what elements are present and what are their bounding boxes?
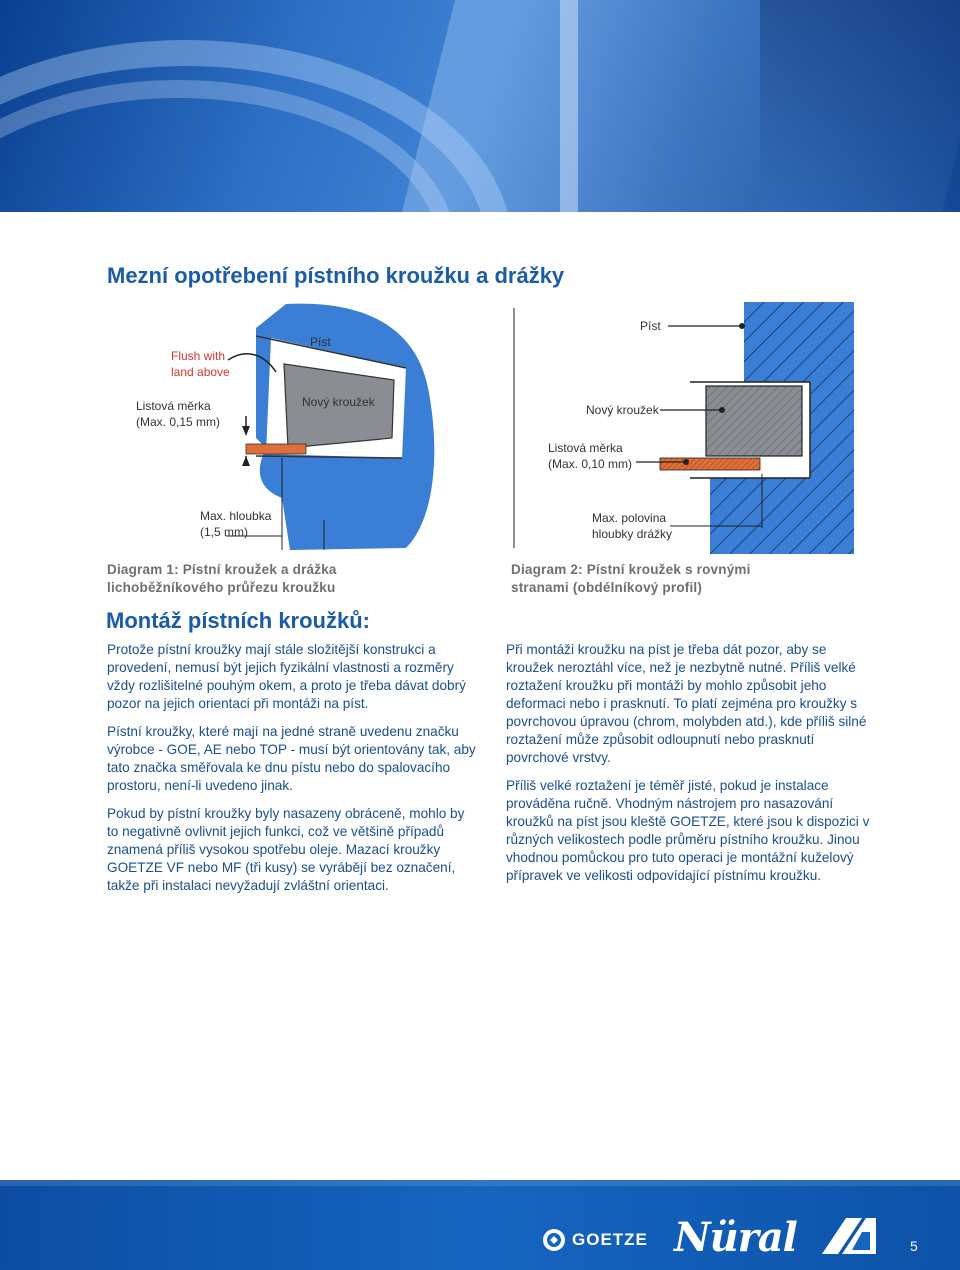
header-image bbox=[0, 0, 960, 212]
footer-stripe bbox=[0, 1180, 960, 1186]
label-half-1: Max. polovina bbox=[592, 511, 667, 525]
label-gauge-1: Listová měrka bbox=[548, 441, 623, 455]
label-half-2: hloubky drážky bbox=[592, 527, 673, 541]
diagram-1-drawing bbox=[106, 298, 456, 554]
label-land: land above bbox=[171, 365, 230, 379]
page-number: 5 bbox=[910, 1238, 918, 1254]
diagram-2 bbox=[510, 298, 860, 559]
diagram-1-caption bbox=[107, 561, 337, 597]
label-flush: Flush with bbox=[171, 349, 226, 363]
paragraph: Při montáži kroužku na píst je třeba dát pozor, aby se kroužek neroztáhl více, než je nezbytně nutné. Příliš velké roztažení kroužku při montáži by mohlo způsobit jeho deformaci nebo i prasknutí. To platí zejména pro kroužky s povrchovou úpravou (chrom, molybden atd.), kde příliš silné roztažení může způsobit odloupnutí nebo prasknutí povrchové vrstvy. bbox=[506, 642, 867, 765]
goetze-logo bbox=[542, 1228, 648, 1252]
label-depth-2: (1,5 mm) bbox=[200, 525, 248, 539]
left-column bbox=[107, 641, 477, 905]
light-streak bbox=[560, 0, 578, 212]
paragraph: Pokud by pístní kroužky byly nasazeny obráceně, mohlo by to negativně ovlivnit jejich funkci, což ve většině případů znamená příliš vysokou spotřebu oleje. Mazací kroužky GOETZE VF nebo MF (tři kusy) se vyrábějí bez označení, takže při instalaci nevyžadují zvláštní orientaci. bbox=[107, 806, 465, 893]
page-title: Mezní opotřebení pístního kroužku a drážky bbox=[107, 263, 565, 288]
caption-line: Diagram 1: Pístní kroužek a drážka bbox=[107, 562, 337, 577]
label-ring: Nový kroužek bbox=[586, 403, 659, 417]
paragraph: Pístní kroužky, které mají na jedné straně uvedenu značku výrobce - GOE, AE nebo TOP - musí být orientovány tak, aby tato značka směřovala ke dnu pístu nebo do spalovacího prostoru, není-li uvedeno jinak. bbox=[107, 724, 476, 793]
diagram-2-caption bbox=[511, 561, 751, 597]
goetze-emblem-icon bbox=[542, 1228, 566, 1252]
paragraph: Protože pístní kroužky mají stále složitější konstrukci a provedení, nemusí být jejich fyzikální vlastnosti a rozměry vždy rozlišitelné pouhým okem, a proto je třeba dávat dobrý pozor na jejich orientaci při montáži na píst. bbox=[107, 642, 466, 711]
feeler-gauge bbox=[246, 444, 306, 454]
label-ring: Nový kroužek bbox=[302, 395, 375, 409]
caption-line: Diagram 2: Pístní kroužek s rovnými bbox=[511, 562, 751, 577]
caption-line: stranami (obdélníkový profil) bbox=[511, 580, 703, 595]
goetze-wordmark: GOETZE bbox=[572, 1230, 648, 1249]
ring-section bbox=[706, 386, 802, 456]
label-gauge-1: Listová měrka bbox=[136, 399, 211, 413]
diagram-2-drawing bbox=[510, 298, 860, 554]
right-column bbox=[506, 641, 871, 895]
diagram-1 bbox=[106, 298, 456, 559]
caption-line: lichoběžníkového průřezu kroužku bbox=[107, 580, 336, 595]
feeler-gauge bbox=[660, 458, 760, 470]
nural-logo: Nüral bbox=[674, 1214, 797, 1261]
label-pist: Píst bbox=[640, 319, 661, 333]
paragraph: Příliš velké roztažení je téměř jisté, pokud je instalace prováděna ručně. Vhodným nástrojem pro nasazování kroužků na píst jsou kleště GOETZE, které jsou k dispozici v různých velikostech podle průměru pístního kroužku. Jinou vhodnou pomůckou pro tuto operaci je montážní kuželový přípravek ve velikosti odpovídající pístnímu kroužku. bbox=[506, 778, 870, 883]
shadow-band bbox=[760, 0, 960, 212]
label-gauge-2: (Max. 0,10 mm) bbox=[548, 457, 633, 471]
label-pist: Píst bbox=[310, 335, 331, 349]
label-depth-1: Max. hloubka bbox=[200, 509, 272, 523]
ae-logo-icon bbox=[818, 1214, 880, 1260]
footer-bar bbox=[0, 1180, 960, 1270]
label-gauge-2: (Max. 0,15 mm) bbox=[136, 415, 221, 429]
section-heading: Montáž pístních kroužků: bbox=[106, 608, 370, 633]
